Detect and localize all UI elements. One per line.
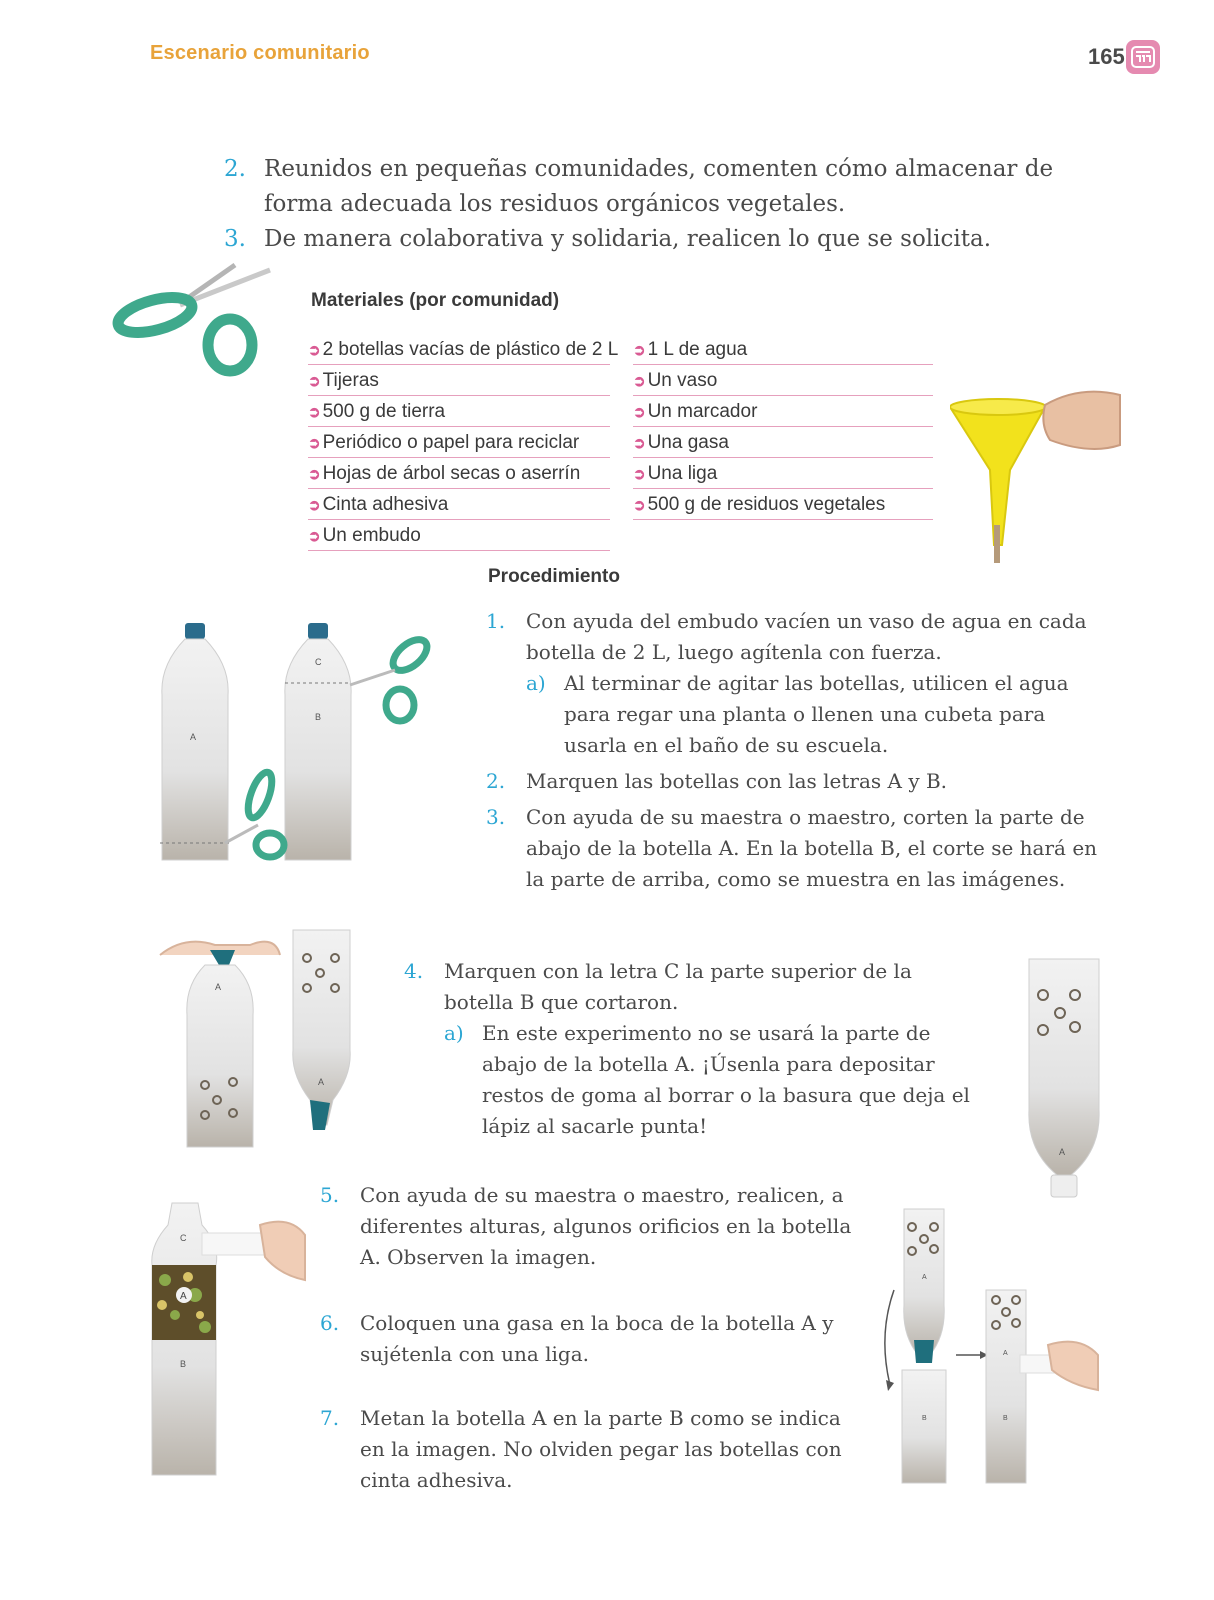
material-item: ➲ Una gasa [633,427,933,458]
step-item [486,606,1106,668]
steps-group-2 [404,956,984,1142]
compost-bottle-image [150,1195,310,1485]
material-item: ➲ Hojas de árbol secas o aserrín [308,458,610,489]
funnel-image [950,385,1130,570]
intro-item [224,152,1074,222]
substep-label: a) [526,671,546,695]
procedure-title: Procedimiento [488,566,620,587]
bottle-assembly-image [880,1205,1102,1490]
intro-item-text: De manera colaborativa y solidaria, realicen lo que se solicita. [264,226,992,252]
step-item [320,1180,860,1273]
steps-group-1 [486,606,1106,895]
bottle-label: B [180,1359,187,1369]
material-item: ➲ Una liga [633,458,933,489]
substep-item [444,1018,984,1142]
material-item: ➲ Periódico o papel para reciclar [308,427,610,458]
material-item: ➲ Un marcador [633,396,933,427]
materials-title: Materiales (por comunidad) [311,290,560,311]
bottle-holes-image [1025,955,1105,1203]
bottle-label: C [315,657,322,667]
step-item [320,1308,860,1370]
step-text: Con ayuda de su maestra o maestro, corten la parte de abajo de la botella A. En la botella B, el corte se hará en la parte de arriba, como se muestra en las imágenes. [526,805,1098,891]
step-text: Con ayuda de su maestra o maestro, realicen, a diferentes alturas, algunos orificios en la botella A. Observen la imagen. [360,1183,852,1269]
material-item: ➲ Cinta adhesiva [308,489,610,520]
scissors-image [110,260,280,385]
bottle-label: B [922,1415,927,1422]
bottle-label: A [1003,1350,1008,1357]
material-item: ➲ 500 g de residuos vegetales [633,489,933,520]
step-item [486,802,1106,895]
materials-right-list [633,334,933,520]
intro-item-number: 3. [224,226,246,252]
step-text: Metan la botella A en la parte B como se indica en la imagen. No olviden pegar las botellas con cinta adhesiva. [360,1406,842,1492]
page-number: 165 [1088,44,1125,69]
step-number: 4. [404,959,424,983]
bottle-label: B [1003,1415,1008,1422]
intro-list [224,152,1074,257]
bottle-label: A [1059,1147,1066,1157]
step-text: Con ayuda del embudo vacíen un vaso de agua en cada botella de 2 L, luego agítenla con fuerza. [526,609,1087,664]
intro-item-number: 2. [224,156,246,182]
step-item [320,1403,860,1496]
step-number: 3. [486,805,506,829]
section-title: Escenario comunitario [150,42,370,64]
bottles-gauze-image [155,925,360,1155]
material-item: ➲ 500 g de tierra [308,396,610,427]
substep-text: En este experimento no se usará la parte de abajo de la botella A. ¡Úsenla para depositar restos de goma al borrar o la basura que deja el lápiz al sacarle punta! [482,1021,970,1138]
step-item [404,956,984,1018]
bottle-label: C [180,1233,187,1243]
materials-left-list [308,334,619,551]
step-text: Coloquen una gasa en la boca de la botella A y sujétenla con una liga. [360,1311,834,1366]
bottle-label: A [190,732,197,742]
step-text: Marquen las botellas con las letras A y B. [526,769,948,793]
step-number: 7. [320,1406,340,1430]
step-number: 1. [486,609,506,633]
substep-label: a) [444,1021,464,1045]
intro-item-text: Reunidos en pequeñas comunidades, comenten cómo almacenar de forma adecuada los residuos orgánicos vegetales. [264,156,1054,217]
material-item: ➲ 1 L de agua [633,334,933,365]
material-item: ➲ Tijeras [308,365,610,396]
intro-item [224,222,1074,257]
step-number: 5. [320,1183,340,1207]
bottle-label: B [315,712,322,722]
step-text: Marquen con la letra C la parte superior de la botella B que cortaron. [444,959,912,1014]
material-item: ➲ Un embudo [308,520,610,551]
bottle-label: A [318,1077,325,1087]
bottle-label: A [922,1274,927,1281]
material-item: ➲ Un vaso [633,365,933,396]
bottles-cutting-image [150,615,445,875]
step-number: 6. [320,1311,340,1335]
substep-text: Al terminar de agitar las botellas, utilicen el agua para regar una planta o llenen una cubeta para usarla en el baño de su escuela. [564,671,1069,757]
steps-group-3 [320,1180,860,1496]
substep-item [526,668,1106,761]
bottle-label: A [180,1291,187,1302]
step-number: 2. [486,769,506,793]
material-item: ➲ 2 botellas vacías de plástico de 2 L [308,334,610,365]
section-logo-icon [1126,40,1160,74]
step-item [486,766,1106,797]
bottle-label: A [215,982,222,992]
